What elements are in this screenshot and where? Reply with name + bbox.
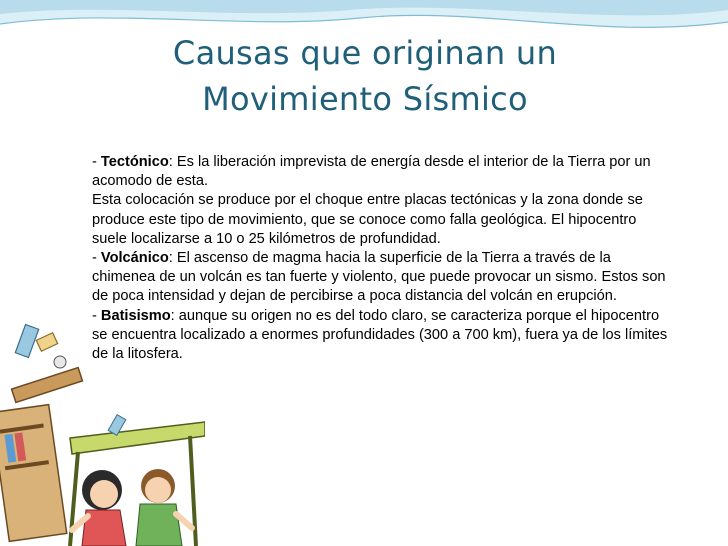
slide-title-line-2: Movimiento Sísmico	[202, 80, 528, 118]
slide-title	[60, 30, 670, 122]
paragraph-colocacion	[92, 191, 672, 249]
bookshelf	[0, 405, 67, 542]
paragraph-text: : El ascenso de magma hacia la superficie de la Tierra a través de la chimenea de un volcán es tan fuerte y violento, que puede provocar un sismo. Estos son de poca intensidad y dejan de percibirse a poca distancia del volcán en erupción.	[92, 250, 666, 305]
paragraph-text: : Es la liberación imprevista de energía desde el interior de la Tierra por un acomodo de esta.	[92, 154, 651, 190]
falling-shelf	[12, 325, 83, 403]
body-text	[92, 153, 672, 364]
paragraph-batisismo	[92, 307, 672, 365]
term-tectonico: Tectónico	[100, 154, 169, 170]
term-volcanico: Volcánico	[100, 250, 169, 267]
slide-title-line-1: Causas que originan un	[172, 34, 558, 72]
paragraph-prefix: -	[92, 307, 101, 324]
child-left	[72, 470, 126, 546]
paragraph-prefix: -	[92, 250, 101, 267]
child-right	[136, 469, 192, 546]
paragraph-text: : aunque su origen no es del todo claro, se caracteriza porque el hipocentro se encuentra localizado a enormes profundidades (300 a 700 km), fuera ya de los límites de la litosfera.	[92, 307, 668, 363]
term-batisismo: Batisismo	[100, 307, 171, 324]
paragraph-text: Esta colocación se produce por el choque entre placas tectónicas y la zona donde se produce este tipo de movimiento, que se conoce como falla geológica. El hipocentro suele localizarse a 10 o 25 kilómetros de profundidad.	[92, 192, 643, 247]
paragraph-tectonico	[92, 153, 672, 191]
paragraph-prefix: -	[92, 154, 101, 170]
paragraph-volcanico	[92, 249, 672, 307]
